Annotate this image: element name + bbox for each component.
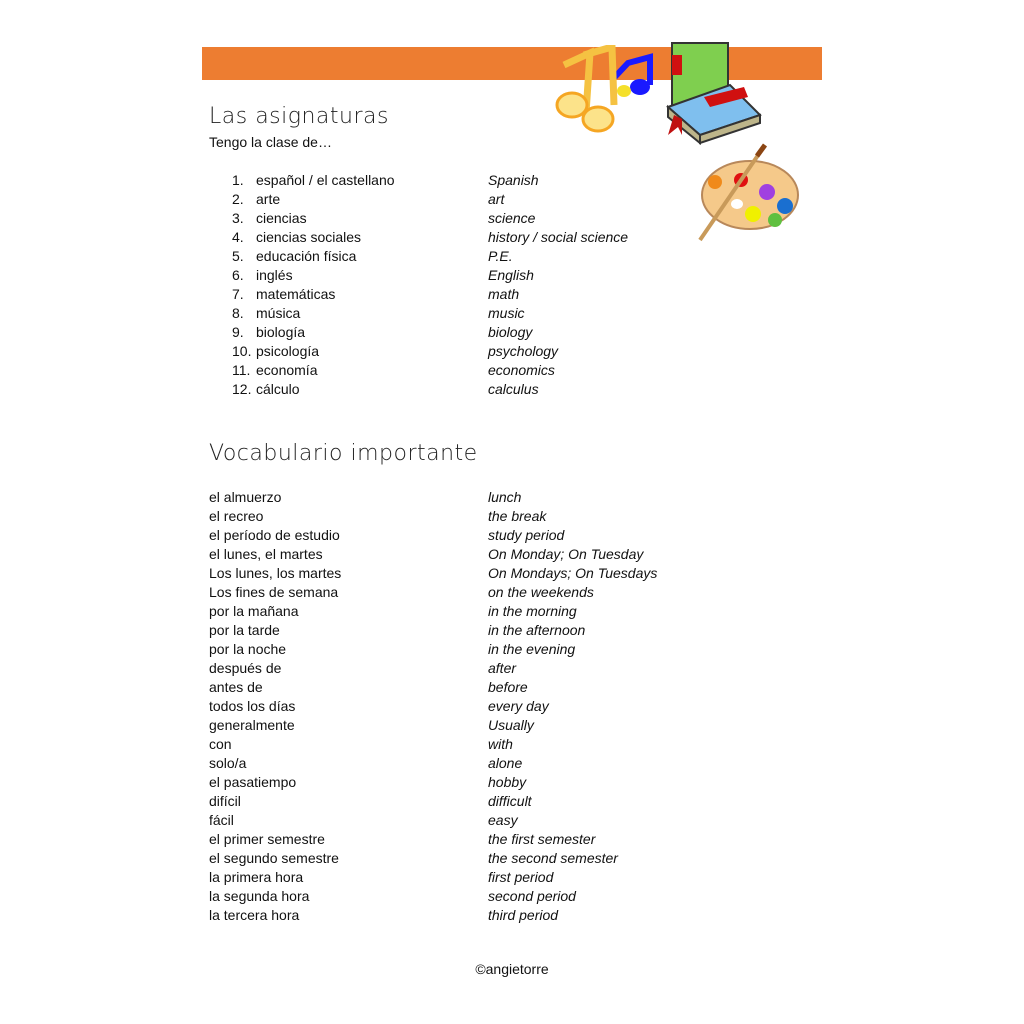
vocab-english: the break <box>488 508 547 524</box>
paint-palette-icon <box>695 140 805 245</box>
list-item-english: Spanish <box>488 172 539 188</box>
list-item-number: 7. <box>232 286 244 302</box>
vocab-english: in the morning <box>488 603 577 619</box>
section-title-asignaturas: Las asignaturas <box>209 104 389 129</box>
list-item-english: calculus <box>488 381 539 397</box>
vocab-english: On Mondays; On Tuesdays <box>488 565 658 581</box>
list-item-spanish: ciencias <box>256 210 307 226</box>
list-item-english: art <box>488 191 505 207</box>
list-item-spanish: psicología <box>256 343 320 359</box>
vocab-english: before <box>488 679 528 695</box>
list-item-english: math <box>488 286 520 302</box>
list-item-english: music <box>488 305 525 321</box>
list-item-english: psychology <box>488 343 559 359</box>
footer-copyright: ©angietorre <box>475 961 549 977</box>
vocab-spanish: antes de <box>209 679 263 695</box>
vocab-spanish: el período de estudio <box>209 527 340 543</box>
list-item-number: 11. <box>232 362 251 378</box>
vocab-english: study period <box>488 527 565 543</box>
vocab-spanish: generalmente <box>209 717 295 733</box>
vocab-spanish: por la mañana <box>209 603 299 619</box>
vocab-english: hobby <box>488 774 527 790</box>
vocab-english: the first semester <box>488 831 596 847</box>
list-item-spanish: economía <box>256 362 318 378</box>
list-item-number: 3. <box>232 210 244 226</box>
list-item-number: 6. <box>232 267 244 283</box>
vocab-spanish: por la noche <box>209 641 287 657</box>
list-item-number: 5. <box>232 248 244 264</box>
vocab-spanish: fácil <box>209 812 234 828</box>
vocab-spanish: el lunes, el martes <box>209 546 323 562</box>
list-item-number: 2. <box>232 191 244 207</box>
list-item-english: English <box>488 267 534 283</box>
vocab-spanish: el pasatiempo <box>209 774 297 790</box>
vocab-spanish: el recreo <box>209 508 264 524</box>
vocab-english: difficult <box>488 793 532 809</box>
list-item-spanish: educación física <box>256 248 357 264</box>
list-item-english: P.E. <box>488 248 513 264</box>
vocab-english: first period <box>488 869 554 885</box>
list-item-spanish: matemáticas <box>256 286 336 302</box>
list-item-spanish: ciencias sociales <box>256 229 362 245</box>
list-item-number: 10. <box>232 343 252 359</box>
vocab-spanish: difícil <box>209 793 241 809</box>
list-item-spanish: arte <box>256 191 281 207</box>
list-item-english: biology <box>488 324 533 340</box>
vocab-spanish: con <box>209 736 232 752</box>
vocab-english: easy <box>488 812 518 828</box>
vocab-english: after <box>488 660 517 676</box>
vocab-english: in the afternoon <box>488 622 586 638</box>
vocab-english: alone <box>488 755 523 771</box>
list-item-spanish: cálculo <box>256 381 300 397</box>
vocab-english: with <box>488 736 513 752</box>
vocab-spanish: el primer semestre <box>209 831 325 847</box>
list-item-number: 4. <box>232 229 244 245</box>
vocab-english: On Monday; On Tuesday <box>488 546 644 562</box>
list-item-spanish: biología <box>256 324 306 340</box>
list-item-english: history / social science <box>488 229 629 245</box>
list-item-spanish: inglés <box>256 267 293 283</box>
vocab-spanish: por la tarde <box>209 622 280 638</box>
list-item-english: science <box>488 210 536 226</box>
vocab-english: third period <box>488 907 559 923</box>
vocab-spanish: la primera hora <box>209 869 304 885</box>
vocab-english: second period <box>488 888 576 904</box>
vocab-english: on the weekends <box>488 584 594 600</box>
vocab-spanish: solo/a <box>209 755 247 771</box>
list-item-english: economics <box>488 362 555 378</box>
list-item-spanish: español / el castellano <box>256 172 395 188</box>
vocab-spanish: la tercera hora <box>209 907 300 923</box>
list-item-spanish: música <box>256 305 301 321</box>
vocab-english: lunch <box>488 489 522 505</box>
vocab-spanish: la segunda hora <box>209 888 310 904</box>
vocab-spanish: Los fines de semana <box>209 584 339 600</box>
vocab-english: Usually <box>488 717 534 733</box>
vocab-spanish: todos los días <box>209 698 296 714</box>
list-item-number: 1. <box>232 172 244 188</box>
music-notes-icon <box>550 45 660 135</box>
list-item-number: 8. <box>232 305 244 321</box>
vocab-spanish: Los lunes, los martes <box>209 565 342 581</box>
section-title-vocabulario: Vocabulario importante <box>209 441 478 466</box>
section-subtitle: Tengo la clase de… <box>209 134 332 150</box>
books-icon <box>660 35 770 145</box>
vocab-spanish: después de <box>209 660 282 676</box>
vocab-spanish: el segundo semestre <box>209 850 339 866</box>
vocab-english: the second semester <box>488 850 618 866</box>
vocab-english: every day <box>488 698 549 714</box>
vocab-spanish: el almuerzo <box>209 489 282 505</box>
list-item-number: 9. <box>232 324 244 340</box>
list-item-number: 12. <box>232 381 252 397</box>
vocab-english: in the evening <box>488 641 576 657</box>
